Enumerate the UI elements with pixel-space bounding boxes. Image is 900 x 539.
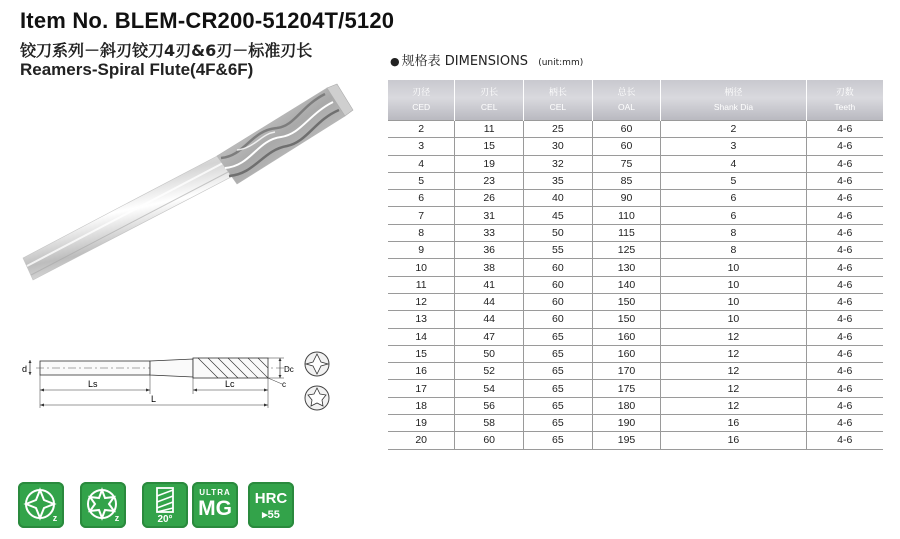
- cell-shank-length: 25: [524, 121, 593, 138]
- cell-teeth: 4-6: [806, 293, 883, 310]
- cell-shank-dia: 12: [661, 363, 806, 380]
- helix-angle-value: 20°: [157, 514, 173, 525]
- cell-ced: 17: [388, 380, 455, 397]
- cell-teeth: 4-6: [806, 276, 883, 293]
- cell-shank-length: 55: [524, 242, 593, 259]
- cross-section-profiles: [302, 350, 332, 414]
- reamer-technical-drawing: [18, 350, 333, 415]
- cell-teeth: 4-6: [806, 207, 883, 224]
- table-row: [388, 138, 883, 155]
- cell-teeth: 4-6: [806, 397, 883, 414]
- cell-shank-length: 65: [524, 397, 593, 414]
- header-shank-length: 柄长 CEL: [524, 80, 593, 121]
- cell-shank-dia: 3: [661, 138, 806, 155]
- cell-ced: 13: [388, 311, 455, 328]
- cell-shank-length: 35: [524, 172, 593, 189]
- header-ced: 刃径 CED: [388, 80, 455, 121]
- cell-oal: 150: [592, 293, 661, 310]
- cell-teeth: 4-6: [806, 328, 883, 345]
- cell-oal: 125: [592, 242, 661, 259]
- cell-cel: 47: [455, 328, 524, 345]
- cell-oal: 110: [592, 207, 661, 224]
- cell-shank-length: 32: [524, 155, 593, 172]
- cell-ced: 18: [388, 397, 455, 414]
- cell-cel: 56: [455, 397, 524, 414]
- table-header-row: [388, 80, 883, 121]
- cell-shank-length: 65: [524, 363, 593, 380]
- dimensions-heading: [390, 50, 583, 69]
- cell-ced: 2: [388, 121, 455, 138]
- table-row: [388, 363, 883, 380]
- cell-teeth: 4-6: [806, 259, 883, 276]
- cell-ced: 3: [388, 138, 455, 155]
- cell-oal: 115: [592, 224, 661, 241]
- cell-cel: 19: [455, 155, 524, 172]
- badge-6-flute: [80, 482, 126, 528]
- cell-ced: 11: [388, 276, 455, 293]
- cell-cel: 31: [455, 207, 524, 224]
- bullet-icon: ●: [390, 55, 400, 68]
- cell-ced: 5: [388, 172, 455, 189]
- table-row: [388, 397, 883, 414]
- item-title: Item No. BLEM-CR200-51204T/5120: [20, 8, 395, 33]
- hrc-label: HRC: [254, 490, 288, 507]
- table-row: [388, 293, 883, 310]
- table-row: [388, 259, 883, 276]
- cell-shank-length: 65: [524, 380, 593, 397]
- cell-oal: 195: [592, 432, 661, 449]
- cell-shank-length: 65: [524, 415, 593, 432]
- cell-shank-length: 50: [524, 224, 593, 241]
- table-row: [388, 311, 883, 328]
- label-c: c: [282, 380, 286, 389]
- cell-shank-length: 45: [524, 207, 593, 224]
- table-row: [388, 328, 883, 345]
- cell-teeth: 4-6: [806, 138, 883, 155]
- cell-shank-dia: 12: [661, 380, 806, 397]
- cell-oal: 160: [592, 345, 661, 362]
- cell-teeth: 4-6: [806, 224, 883, 241]
- header-shank-dia: 柄径 Shank Dia: [661, 80, 806, 121]
- cell-teeth: 4-6: [806, 242, 883, 259]
- cell-shank-dia: 16: [661, 415, 806, 432]
- cell-ced: 12: [388, 293, 455, 310]
- cell-cel: 38: [455, 259, 524, 276]
- table-row: [388, 415, 883, 432]
- cell-teeth: 4-6: [806, 172, 883, 189]
- cell-shank-dia: 10: [661, 276, 806, 293]
- mg-label: MG: [198, 497, 232, 520]
- cell-shank-length: 40: [524, 190, 593, 207]
- table-row: [388, 380, 883, 397]
- cell-ced: 8: [388, 224, 455, 241]
- dimensions-table: [388, 80, 883, 450]
- cell-oal: 60: [592, 138, 661, 155]
- cell-oal: 75: [592, 155, 661, 172]
- reamer-photo: [15, 80, 360, 300]
- cell-ced: 10: [388, 259, 455, 276]
- cell-teeth: 4-6: [806, 121, 883, 138]
- cell-shank-dia: 5: [661, 172, 806, 189]
- cell-shank-dia: 12: [661, 328, 806, 345]
- cell-oal: 140: [592, 276, 661, 293]
- table-row: [388, 190, 883, 207]
- cell-shank-dia: 2: [661, 121, 806, 138]
- cell-cel: 15: [455, 138, 524, 155]
- dimensions-table-wrapper: [388, 80, 883, 450]
- label-dc: Dc: [284, 365, 294, 374]
- cell-shank-length: 60: [524, 293, 593, 310]
- cell-shank-dia: 6: [661, 207, 806, 224]
- subtitle-chinese: 铰刀系列－斜刃铰刀4刃&6刃－标准刃长: [20, 41, 313, 60]
- header-oal: 总长 OAL: [592, 80, 661, 121]
- cell-cel: 36: [455, 242, 524, 259]
- badge-4-flute: [18, 482, 64, 528]
- cell-shank-dia: 12: [661, 345, 806, 362]
- cell-oal: 130: [592, 259, 661, 276]
- badge-hrc: [248, 482, 294, 528]
- cell-shank-length: 60: [524, 259, 593, 276]
- table-row: [388, 172, 883, 189]
- badge-ultra-mg: [192, 482, 238, 528]
- label-d: d: [22, 364, 28, 374]
- cell-cel: 50: [455, 345, 524, 362]
- label-lc: Lc: [225, 379, 235, 389]
- cell-cel: 44: [455, 293, 524, 310]
- hrc-value: ▸55: [262, 509, 280, 521]
- cell-shank-dia: 12: [661, 397, 806, 414]
- header-teeth: 刃数 Teeth: [806, 80, 883, 121]
- cell-oal: 60: [592, 121, 661, 138]
- subtitle-english: Reamers-Spiral Flute(4F&6F): [20, 60, 254, 79]
- cell-oal: 170: [592, 363, 661, 380]
- cell-shank-dia: 8: [661, 224, 806, 241]
- badge-z-label-1: z: [52, 513, 58, 523]
- badge-helix-angle: [142, 482, 188, 528]
- cell-oal: 90: [592, 190, 661, 207]
- cell-shank-dia: 10: [661, 311, 806, 328]
- cell-ced: 7: [388, 207, 455, 224]
- cell-shank-length: 65: [524, 432, 593, 449]
- cell-ced: 16: [388, 363, 455, 380]
- cell-ced: 14: [388, 328, 455, 345]
- cell-shank-dia: 10: [661, 293, 806, 310]
- cell-ced: 6: [388, 190, 455, 207]
- dimensions-heading-en: DIMENSIONS: [444, 54, 529, 69]
- cell-ced: 15: [388, 345, 455, 362]
- cell-teeth: 4-6: [806, 155, 883, 172]
- cell-shank-dia: 6: [661, 190, 806, 207]
- table-row: [388, 224, 883, 241]
- badge-z-label-2: z: [114, 513, 120, 523]
- dimensions-heading-cn: 规格表: [401, 54, 441, 69]
- cell-oal: 190: [592, 415, 661, 432]
- table-row: [388, 155, 883, 172]
- unit-label: (unit:mm): [538, 58, 584, 68]
- table-row: [388, 207, 883, 224]
- cell-cel: 54: [455, 380, 524, 397]
- cell-cel: 41: [455, 276, 524, 293]
- cell-oal: 175: [592, 380, 661, 397]
- cell-teeth: 4-6: [806, 432, 883, 449]
- cell-cel: 44: [455, 311, 524, 328]
- label-ls: Ls: [88, 379, 98, 389]
- cell-teeth: 4-6: [806, 311, 883, 328]
- cell-shank-length: 60: [524, 311, 593, 328]
- cell-shank-dia: 16: [661, 432, 806, 449]
- cell-shank-dia: 10: [661, 259, 806, 276]
- cell-cel: 33: [455, 224, 524, 241]
- cell-shank-length: 65: [524, 345, 593, 362]
- table-row: [388, 345, 883, 362]
- cell-teeth: 4-6: [806, 345, 883, 362]
- cell-teeth: 4-6: [806, 380, 883, 397]
- cell-shank-length: 60: [524, 276, 593, 293]
- cell-oal: 160: [592, 328, 661, 345]
- table-row: [388, 276, 883, 293]
- label-l: L: [151, 394, 157, 404]
- dimensions-table-body: [388, 121, 883, 450]
- cell-teeth: 4-6: [806, 190, 883, 207]
- cell-cel: 23: [455, 172, 524, 189]
- cell-ced: 9: [388, 242, 455, 259]
- cell-shank-length: 30: [524, 138, 593, 155]
- cell-cel: 26: [455, 190, 524, 207]
- cell-shank-length: 65: [524, 328, 593, 345]
- cell-cel: 58: [455, 415, 524, 432]
- cell-teeth: 4-6: [806, 363, 883, 380]
- cell-oal: 180: [592, 397, 661, 414]
- cell-cel: 52: [455, 363, 524, 380]
- cell-shank-dia: 8: [661, 242, 806, 259]
- cell-cel: 11: [455, 121, 524, 138]
- table-row: [388, 121, 883, 138]
- cell-cel: 60: [455, 432, 524, 449]
- cell-ced: 19: [388, 415, 455, 432]
- ultra-label: ULTRA: [199, 488, 231, 497]
- cell-ced: 20: [388, 432, 455, 449]
- cell-oal: 85: [592, 172, 661, 189]
- header-cel: 刃长 CEL: [455, 80, 524, 121]
- cell-shank-dia: 4: [661, 155, 806, 172]
- cell-teeth: 4-6: [806, 415, 883, 432]
- table-row: [388, 242, 883, 259]
- cell-oal: 150: [592, 311, 661, 328]
- table-row: [388, 432, 883, 449]
- cell-ced: 4: [388, 155, 455, 172]
